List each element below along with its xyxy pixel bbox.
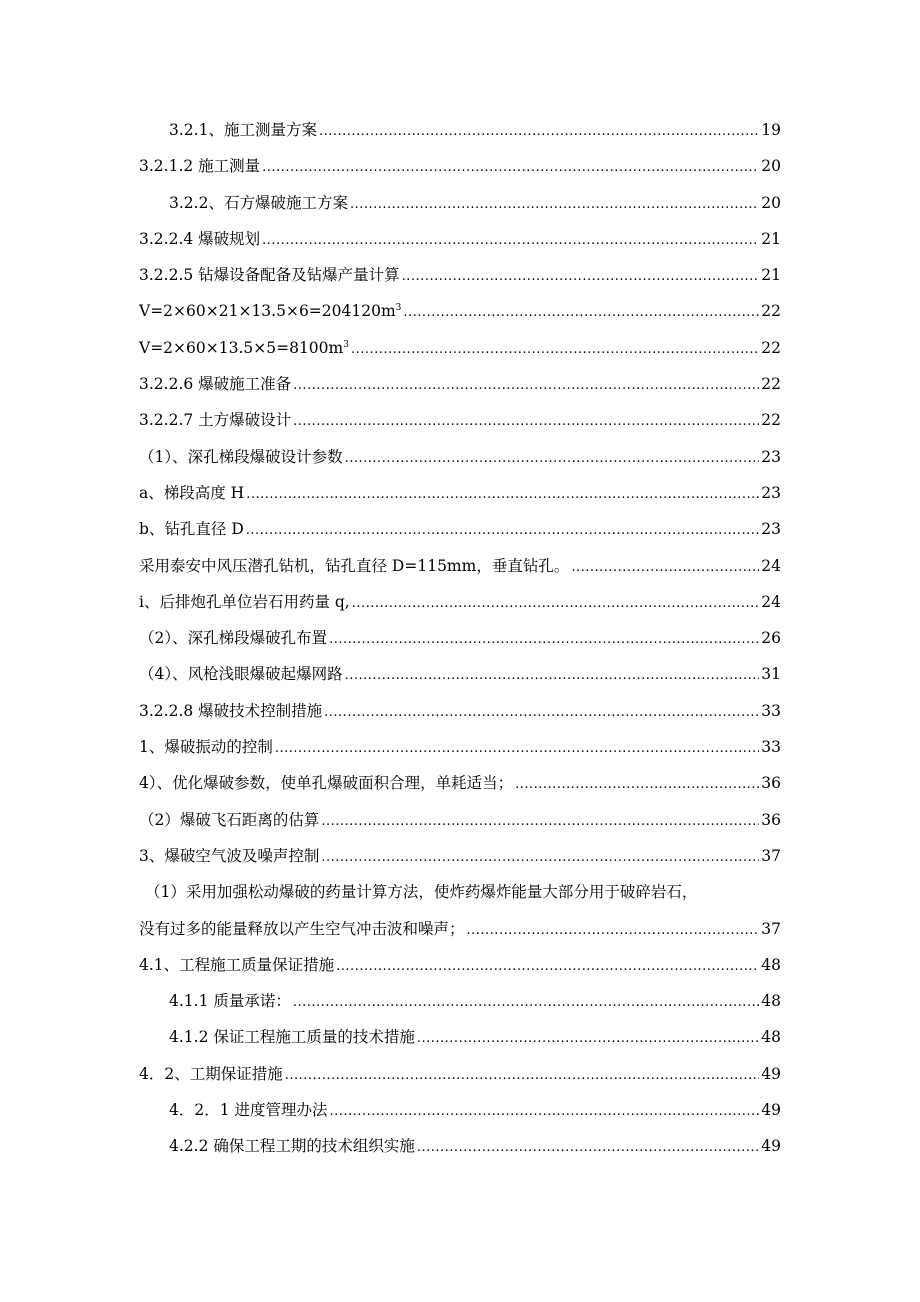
toc-leader [285, 1058, 759, 1094]
toc-page-number: 24 [761, 556, 781, 575]
toc-entry-title: 3.2.2.5 钻爆设备配备及钻爆产量计算 [139, 266, 400, 285]
toc-entry[interactable] [139, 765, 781, 801]
toc-entry-title: 3.2.2.7 土方爆破设计 [139, 411, 292, 430]
toc-entry[interactable] [139, 366, 781, 402]
toc-entry[interactable] [139, 1128, 781, 1164]
toc-page-number: 22 [761, 302, 781, 321]
toc-page-number: 22 [761, 411, 781, 430]
toc-entry[interactable] [139, 293, 781, 329]
toc-entry-title: 4.1.2 保证工程施工质量的技术措施 [169, 1028, 415, 1047]
toc-entry-title: i、后排炮孔单位岩石用药量 q, [139, 592, 350, 611]
toc-entry-title: a、梯段高度 H [139, 483, 245, 502]
toc-page-number: 49 [761, 1064, 781, 1083]
toc-entry[interactable] [139, 548, 781, 584]
toc-entry[interactable] [139, 148, 781, 184]
toc-leader [515, 767, 759, 803]
toc-entry[interactable] [139, 656, 781, 692]
toc-leader [352, 586, 759, 622]
toc-page-number: 22 [761, 375, 781, 394]
toc-page-number: 37 [761, 919, 781, 938]
toc-entry[interactable] [139, 1056, 781, 1092]
toc-page-number: 33 [761, 701, 781, 720]
toc-leader [246, 513, 759, 549]
toc-page-number: 36 [761, 774, 781, 793]
toc-entry[interactable] [139, 511, 781, 547]
toc-leader [417, 1130, 759, 1166]
toc-page-number: 21 [761, 266, 781, 285]
toc-page-number: 48 [761, 1028, 781, 1047]
toc-leader [293, 368, 759, 404]
toc-page-number: 26 [761, 629, 781, 648]
toc-leader [330, 1094, 759, 1130]
toc-leader [321, 840, 759, 876]
toc-page-number: 33 [761, 738, 781, 757]
toc-entry-title: 4.1.1 质量承诺： [169, 992, 291, 1011]
toc-leader [293, 404, 759, 440]
toc-entry[interactable] [139, 221, 781, 257]
formula-superscript: 3 [343, 339, 349, 350]
toc-leader [350, 187, 759, 223]
toc-entry-title [139, 330, 349, 366]
toc-leader [345, 658, 759, 694]
toc-page-number: 22 [761, 338, 781, 357]
toc-page-number: 20 [761, 157, 781, 176]
toc-entry-title: 3.2.1、施工测量方案 [169, 121, 317, 139]
toc-entry[interactable] [139, 402, 781, 438]
toc-entry[interactable] [139, 257, 781, 293]
toc-entry-title: 4.1、工程施工质量保证措施 [139, 955, 335, 974]
toc-leader [262, 150, 759, 186]
formula-superscript: 3 [395, 303, 402, 314]
toc-leader [275, 731, 759, 767]
toc-leader [417, 1021, 759, 1057]
toc-entry-title: 3.2.2.6 爆破施工准备 [139, 375, 292, 394]
toc-entry-title: （4）、风枪浅眼爆破起爆网路 [139, 665, 343, 684]
toc-entry[interactable] [139, 802, 781, 838]
toc-leader [403, 295, 759, 331]
toc-entry-title: （1）、深孔梯段爆破设计参数 [139, 447, 343, 466]
toc-page-number: 23 [761, 520, 781, 539]
toc-entry-title: 3.2.2.4 爆破规划 [139, 229, 261, 248]
toc-entry[interactable] [139, 1019, 781, 1055]
toc-entry-title: 采用泰安中风压潜孔钻机，钻孔直径 D=115mm，垂直钻孔。 [139, 556, 570, 575]
toc-entry[interactable] [139, 838, 781, 874]
toc-entry-title: 3.2.2.8 爆破技术控制措施 [139, 701, 323, 720]
toc-entry[interactable] [139, 983, 781, 1019]
formula-text: V=2×60×13.5×5=8100m [139, 338, 344, 357]
toc-leader [319, 114, 759, 150]
toc-entry-title-line2: 没有过多的能量释放以产生空气冲击波和噪声； [139, 919, 465, 938]
toc-page-number: 23 [761, 447, 781, 466]
toc-entry-title: 3.2.2、石方爆破施工方案 [169, 193, 348, 212]
toc-entry[interactable] [139, 947, 781, 983]
toc-entry-title: 4．2．1 进度管理办法 [169, 1101, 328, 1120]
toc-leader [321, 804, 759, 840]
toc-leader [336, 949, 759, 985]
toc-entry[interactable] [139, 584, 781, 620]
formula-text: V=2×60×21×13.5×6=204120m [139, 302, 396, 321]
toc-page-number: 21 [761, 229, 781, 248]
toc-entry[interactable] [139, 330, 781, 366]
toc-page-number: 20 [761, 193, 781, 212]
toc-leader [351, 332, 759, 368]
toc-leader [345, 441, 759, 477]
toc-entry[interactable] [139, 693, 781, 729]
toc-entry[interactable] [139, 729, 781, 765]
toc-entry[interactable] [139, 1092, 781, 1128]
toc-page-number: 48 [761, 955, 781, 974]
toc-leader [324, 695, 759, 731]
toc-entry-title: 1、爆破振动的控制 [139, 738, 273, 757]
toc-page-number: 37 [761, 846, 781, 865]
toc-entry-multiline[interactable] [139, 874, 781, 947]
toc-leader [293, 985, 759, 1021]
toc-page-number: 49 [761, 1101, 781, 1120]
toc-page-number: 48 [761, 992, 781, 1011]
toc-entry-title: 4）、优化爆破参数，使单孔爆破面积合理，单耗适当； [139, 774, 514, 793]
toc-leader [329, 622, 759, 658]
toc-leader [402, 259, 759, 295]
toc-page-number: 36 [761, 810, 781, 829]
table-of-contents [139, 112, 781, 1165]
toc-entry-title: 3、爆破空气波及噪声控制 [139, 846, 320, 865]
toc-leader [262, 223, 759, 259]
toc-page-number: 24 [761, 592, 781, 611]
toc-entry-title: （2）爆破飞石距离的估算 [139, 810, 320, 829]
toc-page-number: 49 [761, 1137, 781, 1156]
toc-leader [571, 550, 759, 586]
toc-entry-title: 4．2、工期保证措施 [139, 1064, 283, 1083]
toc-entry[interactable] [139, 620, 781, 656]
toc-entry-title: 4.2.2 确保工程工期的技术组织实施 [169, 1137, 415, 1156]
toc-leader [467, 913, 759, 949]
toc-entry-title: （2）、深孔梯段爆破孔布置 [139, 629, 328, 648]
toc-entry-title: 3.2.1.2 施工测量 [139, 157, 261, 176]
toc-entry-line2 [139, 911, 781, 947]
toc-page-number: 23 [761, 483, 781, 502]
toc-entry[interactable] [139, 185, 781, 221]
toc-entry-title: b、钻孔直径 D [139, 520, 244, 539]
toc-entry-title [139, 293, 401, 329]
toc-page-number: 31 [761, 665, 781, 684]
toc-entry[interactable] [139, 475, 781, 511]
toc-leader [246, 477, 759, 513]
toc-entry-title-line1: （1）采用加强松动爆破的药量计算方法，使炸药爆炸能量大部分用于破碎岩石， [145, 883, 698, 902]
toc-page-number: 19 [761, 121, 781, 139]
toc-entry[interactable] [139, 439, 781, 475]
toc-entry[interactable] [139, 112, 781, 148]
